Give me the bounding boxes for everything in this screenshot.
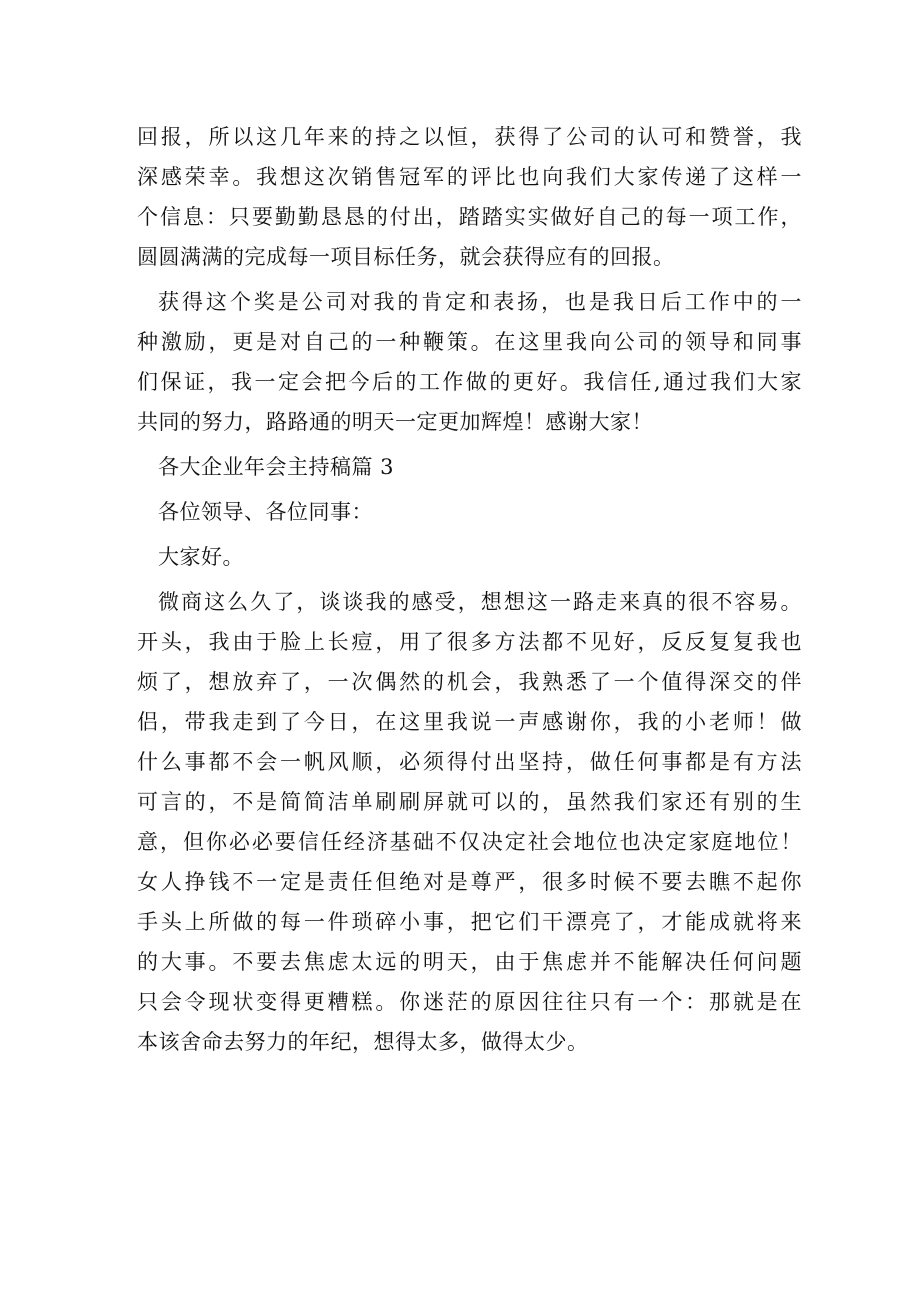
paragraph-line: 开头，我由于脸上长痘，用了很多方法都不见好，反反复复我也 — [137, 630, 802, 654]
paragraph-line: 圆圆满满的完成每一项目标任务，就会获得应有的回报。 — [137, 245, 675, 269]
paragraph-line: 烦了，想放弃了，一次偶然的机会，我熟悉了一个值得深交的伴 — [137, 670, 802, 694]
paragraph-line: 女人挣钱不一定是责任但绝对是尊严，很多时候不要去瞧不起你 — [137, 870, 802, 894]
paragraph-line: 深感荣幸。我想这次销售冠军的评比也向我们大家传递了这样一 — [137, 165, 802, 189]
section-heading: 各大企业年会主持稿篇 3 — [158, 455, 395, 479]
paragraph-line: 侣，带我走到了今日，在这里我说一声感谢你，我的小老师！做 — [137, 710, 802, 734]
paragraph-line: 手头上所做的每一件琐碎小事，把它们干漂亮了，才能成就将来 — [137, 910, 802, 934]
paragraph-3 — [137, 582, 802, 1062]
paragraph-line: 获得这个奖是公司对我的肯定和表扬，也是我日后工作中的一 — [158, 290, 802, 314]
paragraph-line: 可言的，不是简简洁单刷刷屏就可以的，虽然我们家还有别的生 — [137, 790, 802, 814]
paragraph-1 — [137, 117, 802, 277]
paragraph-line: 意，但你必必要信任经济基础不仅决定社会地位也决定家庭地位！ — [137, 830, 802, 854]
paragraph-line: 的大事。不要去焦虑太远的明天，由于焦虑并不能解决任何问题 — [137, 950, 802, 974]
paragraph-line: 回报，所以这几年来的持之以恒，获得了公司的认可和赞誉，我 — [137, 125, 802, 149]
paragraph-line: 微商这么久了，谈谈我的感受，想想这一路走来真的很不容易。 — [158, 590, 802, 614]
salutation: 各位领导、各位同事： — [158, 500, 373, 524]
paragraph-line: 们保证，我一定会把今后的工作做的更好。我信任,通过我们大家 — [137, 370, 802, 394]
paragraph-line: 种激励，更是对自己的一种鞭策。在这里我向公司的领导和同事 — [137, 330, 802, 354]
paragraph-line: 共同的努力，路路通的明天一定更加辉煌！感谢大家！ — [137, 410, 653, 434]
paragraph-line: 什么事都不会一帆风顺，必须得付出坚持，做任何事都是有方法 — [137, 750, 802, 774]
paragraph-line: 个信息：只要勤勤恳恳的付出，踏踏实实做好自己的每一项工作， — [137, 205, 802, 229]
paragraph-2 — [137, 282, 802, 442]
document-body — [137, 117, 802, 1062]
paragraph-line: 本该舍命去努力的年纪，想得太多，做得太少。 — [137, 1030, 589, 1054]
greeting: 大家好。 — [158, 545, 244, 569]
paragraph-line: 只会令现状变得更糟糕。你迷茫的原因往往只有一个：那就是在 — [137, 990, 802, 1014]
